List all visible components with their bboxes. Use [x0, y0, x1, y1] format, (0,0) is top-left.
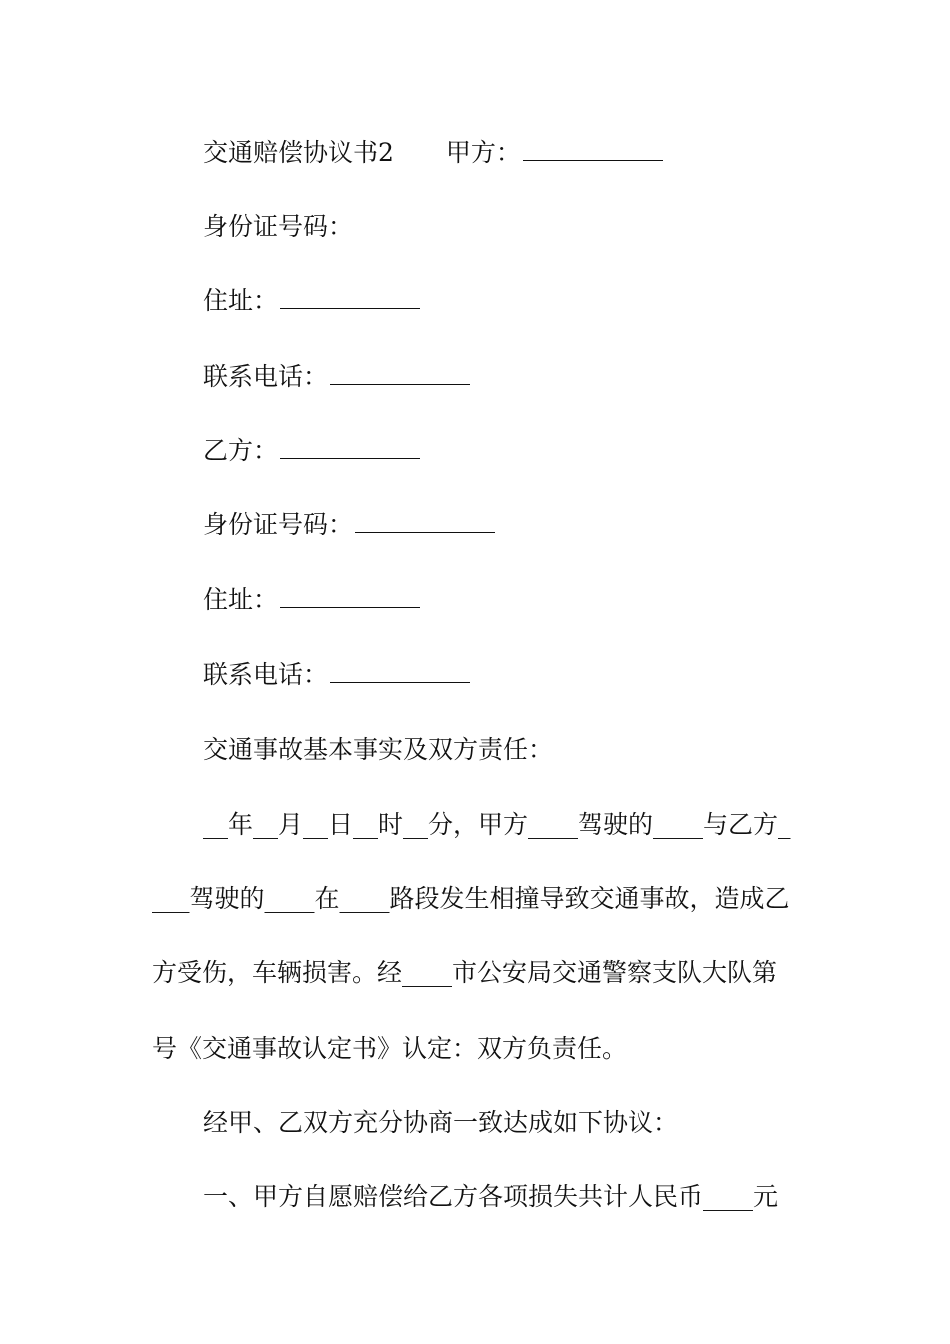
party-a-id-label: 身份证号码： — [203, 212, 354, 241]
facts-line-1: __年__月__日__时__分，甲方____驾驶的____与乙方_ — [203, 810, 791, 839]
party-b-id-blank — [355, 512, 495, 533]
clause-1: 一、甲方自愿赔偿给乙方各项损失共计人民币____元 — [203, 1182, 779, 1211]
party-b-line — [0, 436, 950, 466]
party-a-phone-label: 联系电话： — [203, 362, 329, 391]
party-b-address-blank — [280, 587, 420, 608]
party-b-phone-blank — [330, 662, 470, 683]
party-b-name-blank — [280, 438, 420, 459]
party-a-address-label: 住址： — [203, 286, 279, 315]
party-a-label: 甲方： — [445, 138, 521, 167]
document-title: 交通赔偿协议书2 — [203, 138, 394, 167]
facts-line-4: 号《交通事故认定书》认定：双方负责任。 — [152, 1034, 628, 1063]
party-b-address-label: 住址： — [203, 585, 279, 614]
party-a-name-blank — [523, 140, 663, 161]
party-a-phone-blank — [330, 364, 470, 385]
agreement-intro: 经甲、乙双方充分协商一致达成如下协议： — [203, 1108, 679, 1137]
party-b-id-label: 身份证号码： — [203, 510, 354, 539]
facts-heading: 交通事故基本事实及双方责任： — [203, 735, 554, 764]
party-b-phone-label: 联系电话： — [203, 660, 329, 689]
facts-line-2: ___驾驶的____在____路段发生相撞导致交通事故，造成乙 — [152, 884, 790, 913]
party-a-id-line — [0, 212, 950, 242]
party-b-label: 乙方： — [203, 436, 279, 465]
party-b-id-line — [0, 510, 950, 540]
party-b-address-line — [0, 585, 950, 615]
party-a-address-line — [0, 286, 950, 316]
party-a-address-blank — [280, 288, 420, 309]
party-b-phone-line — [0, 660, 950, 690]
facts-line-3: 方受伤，车辆损害。经____市公安局交通警察支队大队第 — [152, 958, 778, 987]
title-line — [0, 138, 950, 168]
party-a-phone-line — [0, 362, 950, 392]
